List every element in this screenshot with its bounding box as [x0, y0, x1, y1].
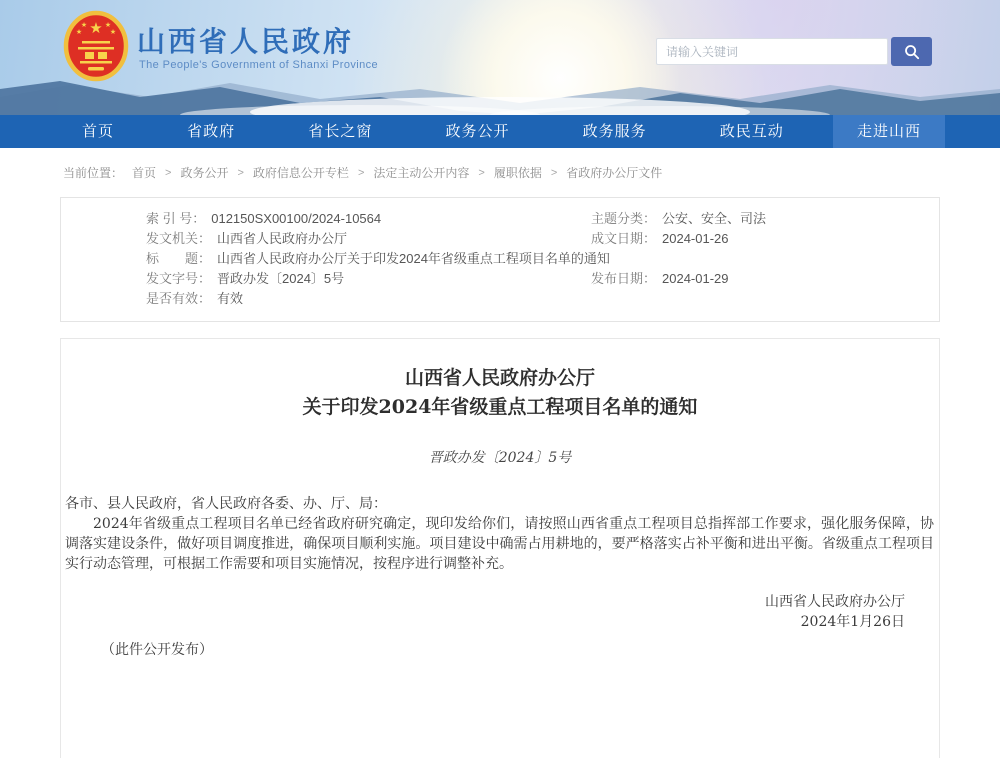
breadcrumb-duty-basis[interactable]: 履职依据 [493, 166, 542, 180]
breadcrumb-gov-disclosure[interactable]: 政务公开 [180, 166, 229, 180]
nav-item-discover-shanxi[interactable]: 走进山西 [833, 115, 945, 148]
meta-row-title [61, 249, 610, 269]
meta-label: 成文日期： [591, 231, 657, 246]
nav-item-gov-services[interactable]: 政务服务 [582, 123, 647, 140]
meta-label: 发文机关： [146, 231, 212, 246]
breadcrumb-info-column[interactable]: 政府信息公开专栏 [252, 166, 349, 180]
meta-row-document-number [61, 269, 506, 289]
meta-value: 012150SX00100/2024-10564 [211, 211, 382, 226]
meta-value: 公安、安全、司法 [662, 211, 767, 226]
breadcrumb [0, 148, 1000, 194]
meta-label: 标 题： [146, 251, 212, 266]
search-button[interactable] [891, 37, 932, 66]
site-subtitle: The People's Government of Shanxi Province [139, 59, 379, 71]
breadcrumb-statutory-content[interactable]: 法定主动公开内容 [373, 166, 470, 180]
document-salutation: 各市、县人民政府，省人民政府各委、办、厅、局： [65, 496, 387, 512]
document-paragraph: 2024年省级重点工程项目名单已经省政府研究确定，现印发给你们，请按照山西省重点工程项目总指挥部工作要求，强化服务保障，协调落实建设条件，做好项目调度推进，确保项目顺利实施。项目建设中确需占用耕地的，要严格落实占补平衡和进出平衡。省级重点工程项目实行动态管理，可根据工作需要和项目实施情况，按程序进行调整补充。 [65, 516, 934, 572]
document-signature-block [61, 592, 905, 632]
meta-row-index-number [61, 209, 506, 229]
breadcrumb-separator: > [478, 166, 485, 179]
document-body [65, 494, 934, 574]
search-icon [904, 44, 920, 60]
site-title: 山西省人民政府 [137, 26, 355, 57]
breadcrumb-separator: > [165, 166, 172, 179]
nav-item-provincial-government[interactable]: 省政府 [187, 123, 236, 140]
breadcrumb-prefix: 当前位置： [63, 166, 124, 180]
meta-label: 发布日期： [591, 271, 657, 286]
breadcrumb-separator: > [237, 166, 244, 179]
meta-value: 有效 [217, 291, 244, 306]
search-box [656, 37, 932, 66]
nav-item-governor-window[interactable]: 省长之窗 [308, 123, 373, 140]
svg-text:★: ★ [104, 22, 112, 29]
svg-text:★: ★ [109, 29, 117, 36]
nav-item-interaction[interactable]: 政民互动 [719, 123, 784, 140]
meta-value: 2024-01-29 [662, 271, 729, 286]
document-title-line2: 关于印发2024年省级重点工程项目名单的通知 [302, 396, 698, 418]
breadcrumb-home[interactable]: 首页 [132, 166, 157, 180]
svg-text:★: ★ [75, 29, 83, 36]
document-meta-table [60, 197, 940, 322]
meta-label: 主题分类： [591, 211, 657, 226]
meta-label: 是否有效： [146, 291, 212, 306]
main-nav [0, 115, 1000, 148]
meta-value: 山西省人民政府办公厅关于印发2024年省级重点工程项目名单的通知 [217, 251, 610, 266]
meta-value: 2024-01-26 [662, 231, 729, 246]
document-date: 2024年1月26日 [800, 614, 905, 630]
meta-value: 晋政办发〔2024〕5号 [217, 271, 345, 286]
meta-label: 索 引 号： [146, 211, 206, 226]
meta-column-right [506, 209, 939, 309]
meta-row-validity [61, 289, 506, 309]
document-title-line1: 山西省人民政府办公厅 [404, 367, 595, 389]
meta-label: 发文字号： [146, 271, 212, 286]
nav-item-gov-disclosure[interactable]: 政务公开 [445, 123, 510, 140]
meta-value: 山西省人民政府办公厅 [217, 231, 348, 246]
document-number: 晋政办发〔2024〕5号 [428, 450, 572, 466]
document-footnote: （此件公开发布） [101, 642, 213, 658]
document-title [61, 364, 939, 422]
meta-row-publish-date [506, 269, 939, 289]
meta-row-written-date [506, 229, 939, 249]
search-input[interactable] [656, 38, 888, 65]
national-emblem-icon [63, 10, 129, 82]
document-signature: 山西省人民政府办公厅 [765, 594, 905, 610]
breadcrumb-separator: > [357, 166, 365, 179]
document-content [60, 338, 940, 758]
breadcrumb-office-documents[interactable]: 省政府办公厅文件 [566, 166, 663, 180]
svg-text:★: ★ [89, 20, 103, 37]
national-emblem-logo[interactable] [63, 10, 129, 82]
breadcrumb-separator: > [550, 166, 558, 179]
meta-row-issuing-agency [61, 229, 506, 249]
site-header [0, 0, 1000, 115]
nav-item-home[interactable]: 首页 [82, 123, 115, 140]
meta-row-topic-category [506, 209, 939, 229]
meta-column-left [61, 209, 610, 309]
svg-text:★: ★ [80, 22, 88, 29]
